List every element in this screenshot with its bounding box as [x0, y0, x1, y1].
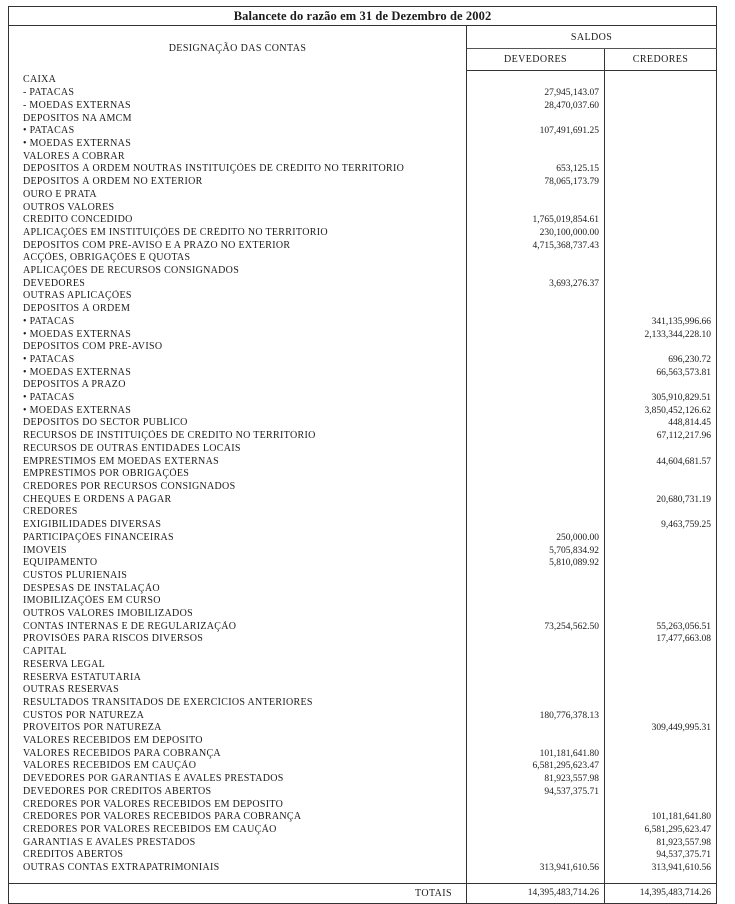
account-name: CREDORES POR VALORES RECEBIDOS PARA COBRANÇA [9, 811, 467, 824]
table-row [9, 252, 717, 265]
credit-balance [605, 583, 717, 596]
credit-balance [605, 265, 717, 278]
ledger-document [8, 6, 716, 904]
account-name: OUTRAS APLICAÇÕES [9, 290, 467, 303]
debit-balance: 653,125.15 [467, 163, 605, 176]
credit-balance [605, 570, 717, 583]
table-row [9, 595, 717, 608]
devedores-header: DEVEDORES [467, 49, 605, 70]
table-row [9, 417, 717, 430]
account-name: VALORES A COBRAR [9, 151, 467, 164]
debit-balance [467, 506, 605, 519]
table-row [9, 138, 717, 151]
account-name: OURO E PRATA [9, 189, 467, 202]
table-row [9, 176, 717, 189]
table-row [9, 443, 717, 456]
account-name: IMOBILIZAÇÕES EM CURSO [9, 595, 467, 608]
credit-balance: 66,563,573.81 [605, 367, 717, 380]
account-name: EMPRÉSTIMOS POR OBRIGAÇÕES [9, 468, 467, 481]
account-name: OUTRAS CONTAS EXTRAPATRIMONIAIS [9, 862, 467, 883]
account-name: CRÉDITOS ABERTOS [9, 849, 467, 862]
debit-balance: 101,181,641.80 [467, 748, 605, 761]
credit-balance: 55,263,056.51 [605, 621, 717, 634]
table-row [9, 799, 717, 812]
table-row [9, 151, 717, 164]
credit-balance: 101,181,641.80 [605, 811, 717, 824]
account-name: RECURSOS DE INSTITUIÇÕES DE CRÉDITO NO TERRITÓRIO [9, 430, 467, 443]
account-name: RESERVA LEGAL [9, 659, 467, 672]
table-row [9, 786, 717, 799]
credit-balance [605, 557, 717, 570]
account-name: OUTROS VALORES [9, 202, 467, 215]
table-row [9, 456, 717, 469]
account-name: VALORES RECEBIDOS PARA COBRANÇA [9, 748, 467, 761]
table-row [9, 621, 717, 634]
debit-balance [467, 265, 605, 278]
table-row [9, 405, 717, 418]
table-row [9, 316, 717, 329]
debit-balance: 4,715,368,737.43 [467, 240, 605, 253]
account-name: OUTROS VALORES IMOBILIZADOS [9, 608, 467, 621]
table-row [9, 113, 717, 126]
account-name: DEPÓSITOS COM PRÉ-AVISO E A PRAZO NO EXTERIOR [9, 240, 467, 253]
credit-balance [605, 189, 717, 202]
debit-balance [467, 811, 605, 824]
credit-balance: 9,463,759.25 [605, 519, 717, 532]
credit-balance [605, 138, 717, 151]
account-name: GARANTIAS E AVALES PRESTADOS [9, 837, 467, 850]
credit-balance [605, 379, 717, 392]
designation-header: DESIGNAÇÃO DAS CONTAS [9, 26, 467, 71]
credit-balance: 3,850,452,126.62 [605, 405, 717, 418]
credit-balance [605, 163, 717, 176]
account-name: - MOEDAS EXTERNAS [9, 100, 467, 113]
table-row [9, 265, 717, 278]
account-name: DESPESAS DE INSTALAÇÃO [9, 583, 467, 596]
credit-balance [605, 252, 717, 265]
debit-balance [467, 608, 605, 621]
debit-balance: 180,776,378.13 [467, 710, 605, 723]
table-row [9, 519, 717, 532]
debit-balance: 28,470,037.60 [467, 100, 605, 113]
account-name: CAIXA [9, 70, 467, 87]
table-row [9, 570, 717, 583]
account-name: - PATACAS [9, 87, 467, 100]
credit-balance [605, 87, 717, 100]
debit-balance: 94,537,375.71 [467, 786, 605, 799]
table-row [9, 710, 717, 723]
table-row [9, 735, 717, 748]
account-name: IMÓVEIS [9, 545, 467, 558]
account-name: • MOEDAS EXTERNAS [9, 329, 467, 342]
credit-balance [605, 735, 717, 748]
debit-balance [467, 570, 605, 583]
credit-balance [605, 468, 717, 481]
table-row [9, 849, 717, 862]
table-row [9, 646, 717, 659]
credit-balance [605, 278, 717, 291]
table-row [9, 227, 717, 240]
credit-balance: 81,923,557.98 [605, 837, 717, 850]
table-row [9, 392, 717, 405]
debit-balance [467, 354, 605, 367]
credit-balance: 2,133,344,228.10 [605, 329, 717, 342]
credit-balance [605, 684, 717, 697]
table-row [9, 862, 717, 883]
credit-balance [605, 672, 717, 685]
table-row [9, 290, 717, 303]
debit-balance [467, 659, 605, 672]
credit-balance [605, 290, 717, 303]
debit-balance [467, 722, 605, 735]
account-name: DEPÓSITOS A PRAZO [9, 379, 467, 392]
table-row [9, 811, 717, 824]
table-row [9, 125, 717, 138]
account-name: OUTRAS RESERVAS [9, 684, 467, 697]
totals-credores: 14,395,483,714.26 [605, 883, 717, 903]
account-name: APLICAÇÕES DE RECURSOS CONSIGNADOS [9, 265, 467, 278]
credit-balance: 67,112,217.96 [605, 430, 717, 443]
table-row [9, 202, 717, 215]
debit-balance [467, 494, 605, 507]
table-row [9, 837, 717, 850]
table-row [9, 583, 717, 596]
account-name: ACÇÕES, OBRIGAÇÕES E QUOTAS [9, 252, 467, 265]
credit-balance [605, 545, 717, 558]
credit-balance [605, 100, 717, 113]
account-name: CUSTOS PLURIENAIS [9, 570, 467, 583]
account-name: CUSTOS POR NATUREZA [9, 710, 467, 723]
debit-balance [467, 367, 605, 380]
account-name: RESERVA ESTATUTÁRIA [9, 672, 467, 685]
table-row [9, 824, 717, 837]
debit-balance [467, 290, 605, 303]
credit-balance [605, 303, 717, 316]
account-name: EQUIPAMENTO [9, 557, 467, 570]
credit-balance [605, 710, 717, 723]
table-row [9, 672, 717, 685]
trial-balance-table [8, 6, 717, 904]
table-row [9, 760, 717, 773]
table-row [9, 722, 717, 735]
account-name: • PATACAS [9, 354, 467, 367]
account-name: CREDORES POR VALORES RECEBIDOS EM CAUÇÃO [9, 824, 467, 837]
credit-balance [605, 532, 717, 545]
totals-devedores: 14,395,483,714.26 [467, 883, 605, 903]
debit-balance [467, 341, 605, 354]
account-name: CREDORES POR RECURSOS CONSIGNADOS [9, 481, 467, 494]
debit-balance: 81,923,557.98 [467, 773, 605, 786]
debit-balance [467, 595, 605, 608]
account-name: DEVEDORES [9, 278, 467, 291]
debit-balance [467, 799, 605, 812]
debit-balance [467, 837, 605, 850]
credit-balance [605, 659, 717, 672]
credit-balance: 313,941,610.56 [605, 862, 717, 883]
debit-balance: 230,100,000.00 [467, 227, 605, 240]
credit-balance [605, 176, 717, 189]
account-name: CAPITAL [9, 646, 467, 659]
credit-balance [605, 799, 717, 812]
credit-balance [605, 227, 717, 240]
account-name: RECURSOS DE OUTRAS ENTIDADES LOCAIS [9, 443, 467, 456]
debit-balance: 1,765,019,854.61 [467, 214, 605, 227]
credit-balance [605, 773, 717, 786]
account-name: • MOEDAS EXTERNAS [9, 367, 467, 380]
debit-balance [467, 379, 605, 392]
account-name: DEPÓSITOS DO SECTOR PÚBLICO [9, 417, 467, 430]
table-row [9, 557, 717, 570]
table-row [9, 70, 717, 87]
debit-balance: 107,491,691.25 [467, 125, 605, 138]
credit-balance [605, 125, 717, 138]
saldos-header: SALDOS [467, 26, 717, 49]
credit-balance: 696,230.72 [605, 354, 717, 367]
credit-balance [605, 595, 717, 608]
credit-balance [605, 443, 717, 456]
account-name: APLICAÇÕES EM INSTITUIÇÕES DE CRÉDITO NO TERRITÓRIO [9, 227, 467, 240]
credit-balance: 20,680,731.19 [605, 494, 717, 507]
debit-balance [467, 481, 605, 494]
table-row [9, 468, 717, 481]
account-name: • MOEDAS EXTERNAS [9, 405, 467, 418]
table-row [9, 87, 717, 100]
debit-balance: 313,941,610.56 [467, 862, 605, 883]
table-row [9, 214, 717, 227]
debit-balance [467, 735, 605, 748]
debit-balance [467, 417, 605, 430]
totals-label: TOTAIS [9, 883, 467, 903]
debit-balance [467, 824, 605, 837]
debit-balance: 250,000.00 [467, 532, 605, 545]
account-name: PARTICIPAÇÕES FINANCEIRAS [9, 532, 467, 545]
credit-balance [605, 506, 717, 519]
debit-balance [467, 456, 605, 469]
debit-balance [467, 443, 605, 456]
table-title: Balancete do razão em 31 de Dezembro de 2002 [9, 7, 717, 26]
table-row [9, 189, 717, 202]
credit-balance: 44,604,681.57 [605, 456, 717, 469]
debit-balance [467, 151, 605, 164]
table-row [9, 659, 717, 672]
table-row [9, 354, 717, 367]
credit-balance [605, 240, 717, 253]
debit-balance [467, 113, 605, 126]
table-row [9, 773, 717, 786]
account-name: PROVEITOS POR NATUREZA [9, 722, 467, 735]
debit-balance [467, 316, 605, 329]
table-row [9, 494, 717, 507]
account-name: • PATACAS [9, 392, 467, 405]
account-name: VALORES RECEBIDOS EM CAUÇÃO [9, 760, 467, 773]
debit-balance [467, 303, 605, 316]
account-name: • PATACAS [9, 125, 467, 138]
account-name: VALORES RECEBIDOS EM DEPÓSITO [9, 735, 467, 748]
account-name: DEPÓSITOS À ORDEM NOUTRAS INSTITUIÇÕES DE CRÉDITO NO TERRITÓRIO [9, 163, 467, 176]
credit-balance: 309,449,995.31 [605, 722, 717, 735]
debit-balance: 6,581,295,623.47 [467, 760, 605, 773]
table-row [9, 608, 717, 621]
totals-row [9, 883, 717, 903]
credit-balance: 305,910,829.51 [605, 392, 717, 405]
credit-balance [605, 760, 717, 773]
account-name: • MOEDAS EXTERNAS [9, 138, 467, 151]
table-row [9, 100, 717, 113]
credit-balance [605, 70, 717, 87]
debit-balance [467, 849, 605, 862]
credit-balance [605, 151, 717, 164]
table-row [9, 506, 717, 519]
debit-balance: 73,254,562.50 [467, 621, 605, 634]
debit-balance [467, 672, 605, 685]
credit-balance [605, 646, 717, 659]
credit-balance [605, 113, 717, 126]
account-name: DEPÓSITOS À ORDEM [9, 303, 467, 316]
account-name: • PATACAS [9, 316, 467, 329]
table-row [9, 278, 717, 291]
table-row [9, 697, 717, 710]
account-rows [9, 70, 717, 883]
table-row [9, 545, 717, 558]
credit-balance [605, 214, 717, 227]
credit-balance [605, 341, 717, 354]
debit-balance [467, 202, 605, 215]
debit-balance [467, 392, 605, 405]
account-name: CHEQUES E ORDENS A PAGAR [9, 494, 467, 507]
table-row [9, 532, 717, 545]
credit-balance [605, 481, 717, 494]
debit-balance: 27,945,143.07 [467, 87, 605, 100]
table-row [9, 367, 717, 380]
credit-balance: 17,477,663.08 [605, 633, 717, 646]
debit-balance [467, 684, 605, 697]
debit-balance [467, 633, 605, 646]
debit-balance [467, 468, 605, 481]
table-row [9, 379, 717, 392]
debit-balance: 5,705,834.92 [467, 545, 605, 558]
table-row [9, 684, 717, 697]
credit-balance: 448,814.45 [605, 417, 717, 430]
credit-balance [605, 608, 717, 621]
table-row [9, 163, 717, 176]
table-row [9, 430, 717, 443]
debit-balance [467, 697, 605, 710]
account-name: CREDORES [9, 506, 467, 519]
debit-balance [467, 70, 605, 87]
credit-balance [605, 202, 717, 215]
table-row [9, 633, 717, 646]
debit-balance: 3,693,276.37 [467, 278, 605, 291]
account-name: DEVEDORES POR CRÉDITOS ABERTOS [9, 786, 467, 799]
credit-balance: 94,537,375.71 [605, 849, 717, 862]
account-name: CREDORES POR VALORES RECEBIDOS EM DEPÓSITO [9, 799, 467, 812]
debit-balance [467, 189, 605, 202]
credit-balance: 6,581,295,623.47 [605, 824, 717, 837]
account-name: PROVISÕES PARA RISCOS DIVERSOS [9, 633, 467, 646]
table-row [9, 329, 717, 342]
account-name: DEPÓSITOS COM PRÉ-AVISO [9, 341, 467, 354]
debit-balance [467, 329, 605, 342]
debit-balance [467, 138, 605, 151]
table-row [9, 748, 717, 761]
account-name: DEVEDORES POR GARANTIAS E AVALES PRESTADOS [9, 773, 467, 786]
account-name: CRÉDITO CONCEDIDO [9, 214, 467, 227]
account-name: DEPÓSITOS À ORDEM NO EXTERIOR [9, 176, 467, 189]
table-row [9, 303, 717, 316]
debit-balance: 5,810,089.92 [467, 557, 605, 570]
debit-balance [467, 583, 605, 596]
account-name: DEPÓSITOS NA AMCM [9, 113, 467, 126]
credit-balance [605, 697, 717, 710]
account-name: EXIGIBILIDADES DIVERSAS [9, 519, 467, 532]
debit-balance: 78,065,173.79 [467, 176, 605, 189]
account-name: CONTAS INTERNAS E DE REGULARIZAÇÃO [9, 621, 467, 634]
table-row [9, 341, 717, 354]
credit-balance [605, 748, 717, 761]
debit-balance [467, 252, 605, 265]
debit-balance [467, 405, 605, 418]
table-row [9, 240, 717, 253]
account-name: EMPRÉSTIMOS EM MOEDAS EXTERNAS [9, 456, 467, 469]
debit-balance [467, 646, 605, 659]
debit-balance [467, 430, 605, 443]
table-row [9, 481, 717, 494]
credores-header: CREDORES [605, 49, 717, 70]
credit-balance [605, 786, 717, 799]
debit-balance [467, 519, 605, 532]
credit-balance: 341,135,996.66 [605, 316, 717, 329]
account-name: RESULTADOS TRANSITADOS DE EXERCÍCIOS ANTERIORES [9, 697, 467, 710]
